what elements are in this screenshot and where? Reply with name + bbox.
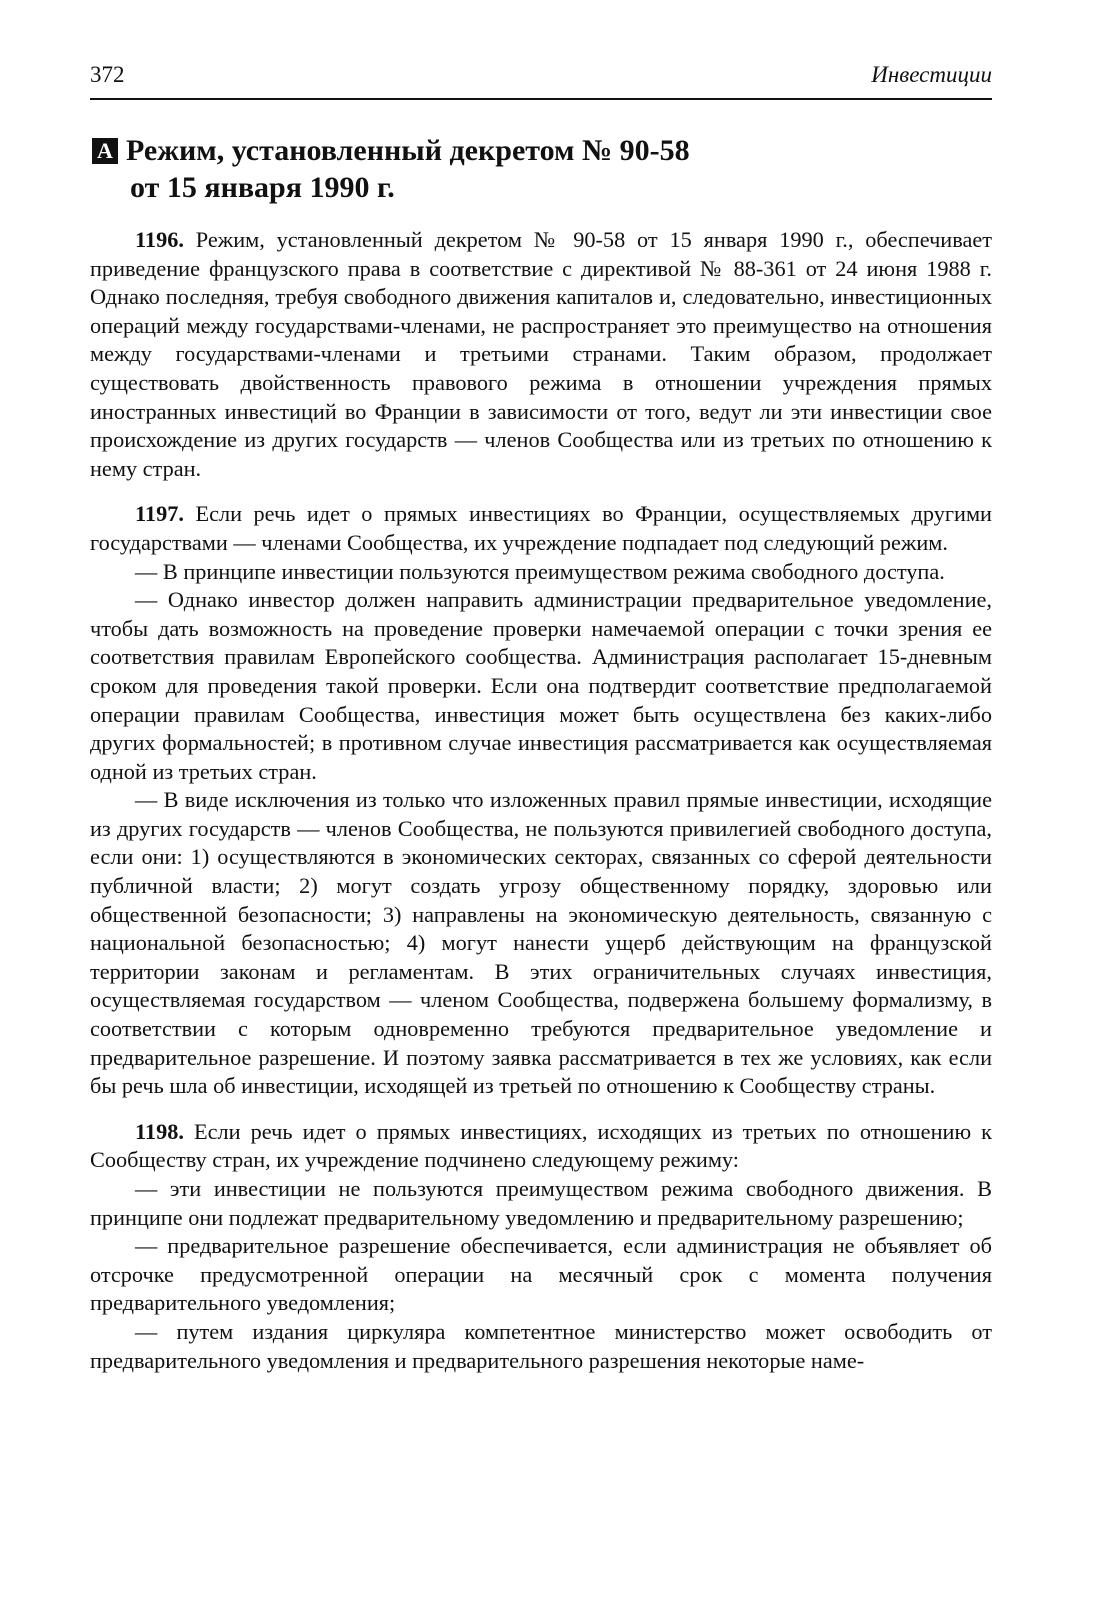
paragraph-1197 xyxy=(90,500,992,557)
header-rule xyxy=(90,98,992,100)
running-header xyxy=(90,62,992,88)
list-item: — В принципе инвестиции пользуются преимуществом режима свободного доступа. xyxy=(135,558,945,584)
running-title: Инвестиции xyxy=(871,62,992,87)
paragraph-number: 1198. xyxy=(135,1118,184,1144)
paragraph-1196 xyxy=(90,226,992,483)
list-item: — В виде исключения из только что изложенных правил прямые инвестиции, исходящие из других государств — членов Сообщества, не пользуются привилегией свободного доступа, если они: 1) осуществляются в экономических секторах, связанных со сферой деятельности публичной власти; 2) могут создать угрозу общественному порядку, здоровью или общественной безопасности; 3) направлены на экономическую деятельность, связанную с национальной безопасностью; 4) могут нанести ущерб действующим на французской территории законам и регламентам. В этих ограничительных случаях инвестиция, осуществляемая государством — членом Сообщества, подвержена большему формализму, в соответствии с которым одновременно требуются предварительное уведомление и предварительное разрешение. И поэтому заявка рассматривается в тех же условиях, как если бы речь шла об инвестиции, исходящей из третьей по отношению к Сообществу страны. xyxy=(90,787,992,1099)
paragraph-text: Если речь идет о прямых инвестициях, исходящих из третьих по отношению к Сообществу стран, их учреждение подчинено следующему режиму: xyxy=(90,1118,992,1173)
paragraph-text: Режим, установленный декретом № 90-58 от 15 января 1990 г., обеспечивает приведение французского права в соответствие с директивой № 88-361 от 24 июня 1988 г. Однако последняя, требуя свободного движения капиталов и, следовательно, инвестиционных операций между государствами-членами, не распространяет это преимущество на отношения между государствами-членами и третьими странами. Таким образом, продолжает существовать двойственность правового режима в отношении учреждения прямых иностранных инвестиций во Франции в зависимости от того, ведут ли эти инвестиции свое происхождение из других государств — членов Сообщества или из третьих по отношению к нему стран. xyxy=(90,227,992,481)
list-item: — предварительное разрешение обеспечивается, если администрация не объявляет об отсрочке предусмотренной операции на месячный срок с момента получения предварительного уведомления; xyxy=(90,1233,992,1316)
section-marker: A xyxy=(92,138,118,164)
list-item: — эти инвестиции не пользуются преимуществом режима свободного движения. В принципе они подлежат предварительному уведомлению и предварительному разрешению; xyxy=(90,1176,992,1230)
paragraph-number: 1197. xyxy=(135,501,184,527)
list-item: — путем издания циркуляра компетентное министерство может освободить от предварительного уведомления и предварительного разрешения некоторые наме- xyxy=(90,1318,992,1373)
section-heading-line1 xyxy=(92,132,792,169)
section-title-line1: Режим, установленный декретом № 90-58 xyxy=(126,134,690,167)
section-title-line2: от 15 января 1990 г. xyxy=(130,171,395,204)
section-heading xyxy=(92,132,792,206)
list-item: — Однако инвестор должен направить администрации предварительное уведомление, чтобы дать возможность на проведение проверки намечаемой операции с точки зрения ее соответствия правилам Европейского сообщества. Администрация располагает 15-дневным сроком для проведения такой проверки. Если она подтвердит соответствие предполагаемой операции правилам Сообщества, инвестиция может быть осуществлена без каких-либо других формальностей; в противном случае инвестиция рассматривается как осуществляемая одной из третьих стран. xyxy=(90,587,992,784)
paragraph-1198 xyxy=(90,1118,992,1175)
page-body xyxy=(90,226,992,1375)
paragraph-text: Если речь идет о прямых инвестициях во Франции, осуществляемых другими государствами — членами Сообщества, их учреждение подпадает под следующий режим. xyxy=(90,501,992,555)
page-number: 372 xyxy=(90,62,125,87)
paragraph-number: 1196. xyxy=(135,227,184,252)
